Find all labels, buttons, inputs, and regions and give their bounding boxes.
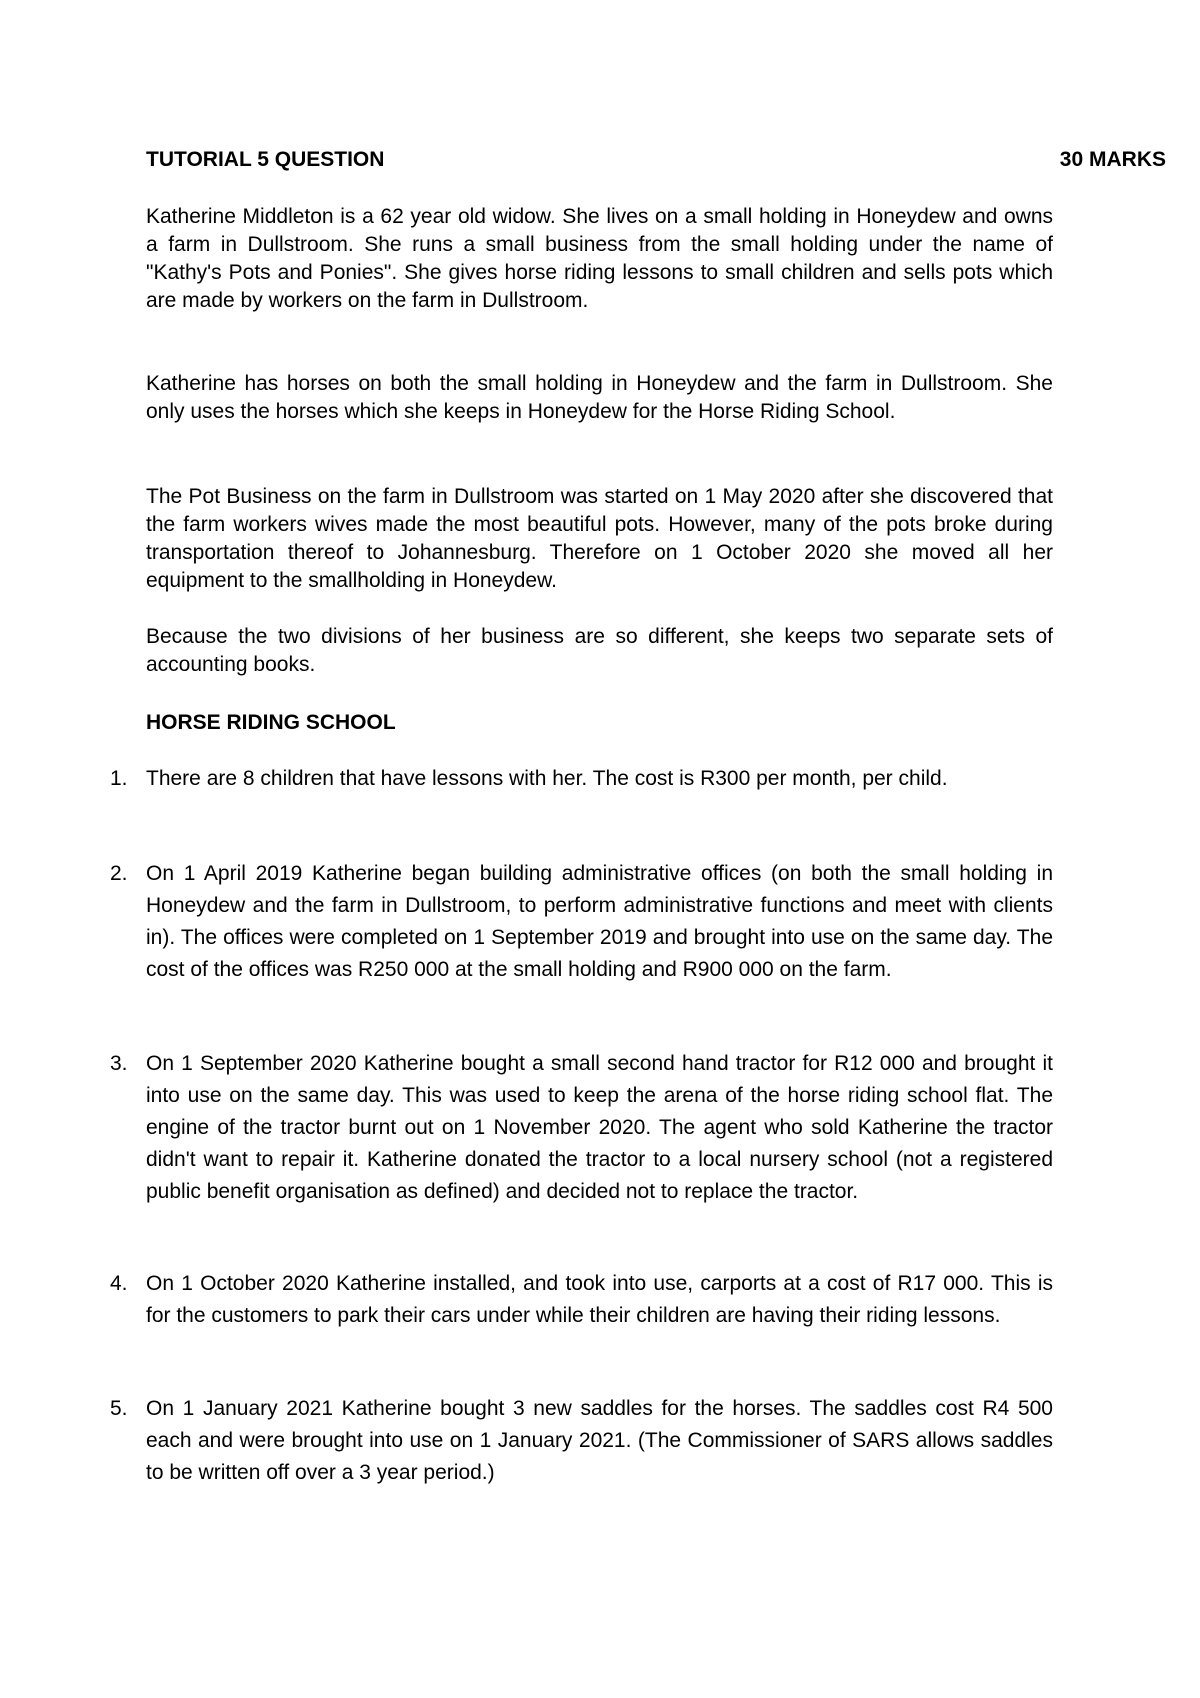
item-list-2: [110, 858, 1053, 986]
intro-paragraph-4: [146, 623, 1053, 679]
paragraph-text: Katherine Middleton is a 62 year old widow. She lives on a small holding in Honeydew and owns a farm in Dullstroom. She runs a small business from the small holding under the name of "Kathy's Pots and Ponies". She gives horse riding lessons to small children and sells pots which are made by workers on the farm in Dullstroom.: [146, 205, 1053, 312]
intro-paragraph-1: [146, 203, 1053, 315]
item-list-4: [110, 1268, 1053, 1332]
list-item: [110, 858, 1053, 986]
item-number: 5.: [110, 1397, 128, 1420]
heading-row: [146, 146, 1166, 174]
section-heading: HORSE RIDING SCHOOL: [146, 711, 396, 734]
tutorial-title: TUTORIAL 5 QUESTION: [146, 148, 385, 171]
paragraph-text: The Pot Business on the farm in Dullstroom was started on 1 May 2020 after she discovered that the farm workers wives made the most beautiful pots. However, many of the pots broke during transportation thereof to Johannesburg. Therefore on 1 October 2020 she moved all her equipment to the smallholding in Honeydew.: [146, 485, 1053, 592]
item-text: On 1 October 2020 Katherine installed, and took into use, carports at a cost of R17 000. This is for the customers to park their cars under while their children are having their riding lessons.: [146, 1272, 1053, 1327]
list-item: [110, 1268, 1053, 1332]
list-item: [110, 1393, 1053, 1489]
paragraph-text: Because the two divisions of her business are so different, she keeps two separate sets of accounting books.: [146, 625, 1053, 676]
intro-paragraph-3: [146, 483, 1053, 595]
marks-label: 30 MARKS: [1059, 148, 1166, 171]
item-text: On 1 September 2020 Katherine bought a small second hand tractor for R12 000 and brought it into use on the same day. This was used to keep the arena of the horse riding school flat. The engine of the tractor burnt out on 1 November 2020. The agent who sold Katherine the tractor didn't want to repair it. Katherine donated the tractor to a local nursery school (not a registered public benefit organisation as defined) and decided not to replace the tractor.: [146, 1052, 1053, 1203]
item-number: 1.: [110, 767, 128, 790]
item-list-5: [110, 1393, 1053, 1489]
list-item: [110, 763, 1053, 795]
item-number: 2.: [110, 862, 128, 885]
item-text: There are 8 children that have lessons with her. The cost is R300 per month, per child.: [146, 767, 948, 790]
item-number: 3.: [110, 1052, 128, 1075]
item-number: 4.: [110, 1272, 128, 1295]
item-list-3: [110, 1048, 1053, 1208]
item-list-1: [110, 763, 1053, 795]
intro-paragraph-2: [146, 370, 1053, 426]
list-item: [110, 1048, 1053, 1208]
item-text: On 1 April 2019 Katherine began building administrative offices (on both the small holding in Honeydew and the farm in Dullstroom, to perform administrative functions and meet with clients in). The offices were completed on 1 September 2019 and brought into use on the same day. The cost of the offices was R250 000 at the small holding and R900 000 on the farm.: [146, 862, 1053, 981]
paragraph-text: Katherine has horses on both the small holding in Honeydew and the farm in Dullstroom. She only uses the horses which she keeps in Honeydew for the Horse Riding School.: [146, 372, 1053, 423]
item-text: On 1 January 2021 Katherine bought 3 new saddles for the horses. The saddles cost R4 500 each and were brought into use on 1 January 2021. (The Commissioner of SARS allows saddles to be written off over a 3 year period.): [146, 1397, 1053, 1484]
